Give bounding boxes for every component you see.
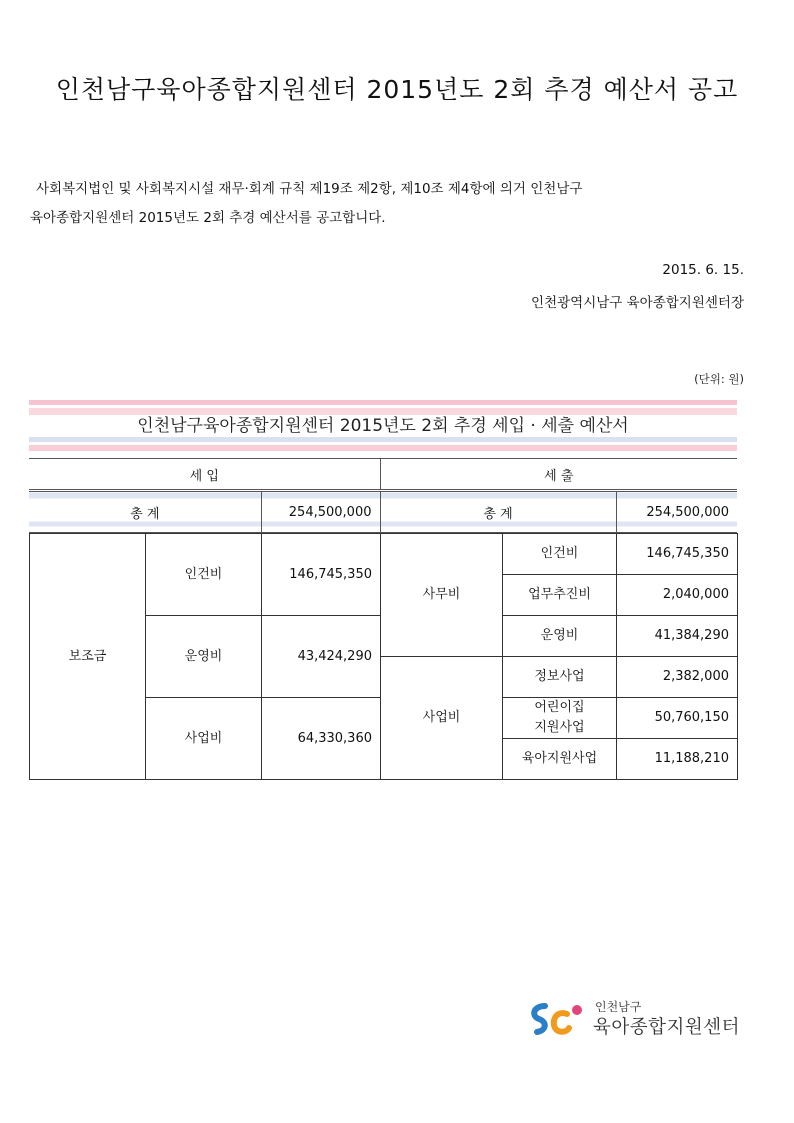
income-item-name: 인건비 (146, 534, 262, 616)
income-header: 세 입 (29, 459, 380, 491)
summary-header-row (29, 459, 737, 491)
detail-table (29, 533, 738, 780)
expense-total-label: 총 계 (380, 491, 616, 533)
notice-date: 2015. 6. 15. (662, 262, 744, 278)
expense-item-amount: 2,382,000 (617, 657, 738, 698)
notice-body (30, 175, 750, 233)
income-category: 보조금 (30, 534, 146, 780)
logo-small-text: 인천남구 (595, 1000, 642, 1014)
expense-item-name: 육아지원사업 (503, 739, 617, 780)
expense-item-amount: 11,188,210 (617, 739, 738, 780)
table-title: 인천남구육아종합지원센터 2015년도 2회 추경 세입 · 세출 예산서 (29, 415, 737, 437)
notice-line-1: 사회복지법인 및 사회복지시설 재무·회계 규칙 제19조 제2항, 제10조 제4항에 의거 인천남구 (36, 181, 583, 197)
income-total-label: 총 계 (29, 491, 261, 533)
notice-signer: 인천광역시남구 육아종합지원센터장 (531, 295, 744, 311)
expense-item-amount: 146,745,350 (617, 534, 738, 575)
expense-total-value: 254,500,000 (616, 491, 737, 533)
income-item-name: 운영비 (146, 616, 262, 698)
table-row (30, 534, 738, 575)
expense-item-name: 정보사업 (503, 657, 617, 698)
expense-item-name: 운영비 (503, 616, 617, 657)
logo-mark-icon (527, 998, 589, 1042)
unit-label: (단위: 원) (694, 372, 744, 386)
summary-total-row (29, 491, 737, 533)
income-item-amount: 64,330,360 (262, 698, 381, 780)
summary-table (29, 458, 737, 533)
income-total-value: 254,500,000 (261, 491, 380, 533)
income-item-amount: 146,745,350 (262, 534, 381, 616)
income-item-amount: 43,424,290 (262, 616, 381, 698)
expense-item-amount: 2,040,000 (617, 575, 738, 616)
expense-group-name: 사업비 (381, 657, 503, 780)
income-item-name: 사업비 (146, 698, 262, 780)
expense-group-name: 사무비 (381, 534, 503, 657)
expense-item-amount: 50,760,150 (617, 698, 738, 739)
table-title-banner (29, 396, 737, 456)
expense-header: 세 출 (380, 459, 737, 491)
center-logo (527, 998, 757, 1042)
expense-item-name: 어린이집 지원사업 (503, 698, 617, 739)
logo-main-text: 육아종합지원센터 (593, 1017, 740, 1038)
expense-item-amount: 41,384,290 (617, 616, 738, 657)
page-title: 인천남구육아종합지원센터 2015년도 2회 추경 예산서 공고 (55, 75, 739, 104)
expense-item-name: 인건비 (503, 534, 617, 575)
notice-line-2: 육아종합지원센터 2015년도 2회 추경 예산서를 공고합니다. (30, 210, 386, 226)
expense-item-name: 업무추진비 (503, 575, 617, 616)
